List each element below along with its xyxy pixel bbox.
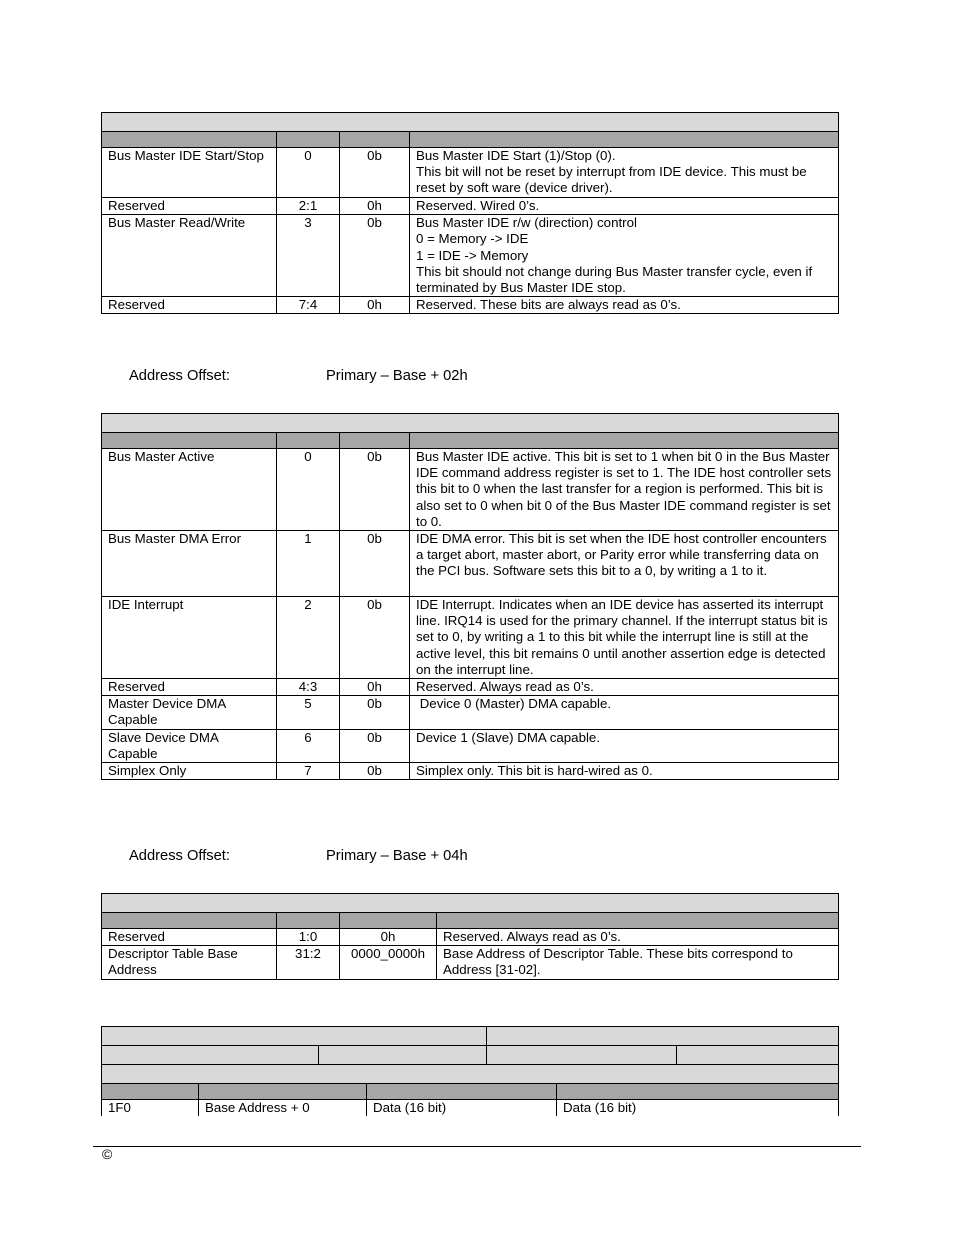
- field-bits: 2:1: [277, 198, 340, 215]
- field-default: 0b: [340, 148, 410, 198]
- table-row: [102, 763, 839, 780]
- field-name: IDE Interrupt: [102, 597, 277, 679]
- table-row: [102, 449, 839, 531]
- field-description: Simplex only. This bit is hard-wired as 0.: [410, 763, 839, 780]
- table-title-bar: [102, 1027, 839, 1046]
- field-default: 0b: [340, 531, 410, 597]
- address-offset-label: Address Offset:: [129, 368, 230, 384]
- table-row: [102, 198, 839, 215]
- bus-master-command-register-table: [101, 112, 839, 314]
- field-default: 0b: [340, 696, 410, 729]
- field-description: Base Address of Descriptor Table. These bits correspond to Address [31-02].: [437, 946, 839, 979]
- table-header-row: [102, 433, 839, 449]
- table-row: [102, 946, 839, 979]
- table-row: [102, 696, 839, 729]
- field-default: 0000_0000h: [340, 946, 437, 979]
- table-title-bar: [102, 894, 839, 913]
- field-name: Reserved: [102, 198, 277, 215]
- io-port: 1F0: [102, 1100, 199, 1117]
- field-default: 0h: [340, 679, 410, 696]
- io-port-register-map-table: [101, 1026, 839, 1116]
- field-name: Bus Master Read/Write: [102, 215, 277, 297]
- io-read-function: Data (16 bit): [367, 1100, 557, 1117]
- field-description: Reserved. Always read as 0’s.: [410, 679, 839, 696]
- field-bits: 5: [277, 696, 340, 729]
- field-description: Reserved. These bits are always read as 0’s.: [410, 297, 839, 314]
- io-address: Base Address + 0: [199, 1100, 367, 1117]
- field-name: Master Device DMA Capable: [102, 696, 277, 729]
- io-write-function: Data (16 bit): [557, 1100, 839, 1117]
- field-default: 0b: [340, 763, 410, 780]
- field-description: Bus Master IDE Start (1)/Stop (0). This bit will not be reset by interrupt from IDE device. This must be reset by soft ware (device driver).: [410, 148, 839, 198]
- field-description: Device 0 (Master) DMA capable.: [410, 696, 839, 729]
- field-name: Bus Master IDE Start/Stop: [102, 148, 277, 198]
- table-title-bar: [102, 113, 839, 132]
- field-name: Slave Device DMA Capable: [102, 729, 277, 762]
- table-row: [102, 1100, 839, 1117]
- field-bits: 6: [277, 729, 340, 762]
- field-name: Bus Master DMA Error: [102, 531, 277, 597]
- address-offset-value: Primary – Base + 04h: [326, 848, 468, 864]
- table-row: [102, 148, 839, 198]
- table-row: [102, 679, 839, 696]
- field-bits: 0: [277, 148, 340, 198]
- footer-divider: [93, 1146, 861, 1147]
- field-name: Reserved: [102, 297, 277, 314]
- table-header-row: [102, 132, 839, 148]
- field-description: IDE Interrupt. Indicates when an IDE device has asserted its interrupt line. IRQ14 is used for the primary channel. If the interrupt status bit is set to 0, by writing a 1 to this bit while the interrupt line is still at the active level, this bit remains 0 until another assertion edge is detected on the interrupt line.: [410, 597, 839, 679]
- table-section-bar: [102, 1065, 839, 1084]
- address-offset-value: Primary – Base + 02h: [326, 368, 468, 384]
- field-default: 0b: [340, 215, 410, 297]
- field-description: IDE DMA error. This bit is set when the IDE host controller encounters a target abort, master abort, or Parity error while transferring data on the PCI bus. Software sets this bit to a 0, by writing a 1 to it.: [410, 531, 839, 597]
- field-bits: 7:4: [277, 297, 340, 314]
- field-bits: 7: [277, 763, 340, 780]
- field-default: 0b: [340, 449, 410, 531]
- field-bits: 1: [277, 531, 340, 597]
- field-description: Device 1 (Slave) DMA capable.: [410, 729, 839, 762]
- field-description: Reserved. Wired 0’s.: [410, 198, 839, 215]
- table-row: [102, 929, 839, 946]
- field-bits: 3: [277, 215, 340, 297]
- field-bits: 0: [277, 449, 340, 531]
- table-header-row: [102, 913, 839, 929]
- table-subtitle-bar: [102, 1046, 839, 1065]
- table-row: [102, 297, 839, 314]
- field-default: 0h: [340, 198, 410, 215]
- field-default: 0h: [340, 297, 410, 314]
- field-description: Bus Master IDE r/w (direction) control 0 = Memory -> IDE 1 = IDE -> Memory This bit should not change during Bus Master transfer cycle, even if terminated by Bus Master IDE stop.: [410, 215, 839, 297]
- field-description: Bus Master IDE active. This bit is set to 1 when bit 0 in the Bus Master IDE command address register is set to 1. The IDE host controller sets this bit to 0 when the last transfer for a region is performed. This bit is also set to 0 when bit 0 of the Bus Master IDE command register is set to 0.: [410, 449, 839, 531]
- table-header-row: [102, 1084, 839, 1100]
- field-name: Reserved: [102, 929, 277, 946]
- bus-master-status-register-table: [101, 413, 839, 780]
- field-bits: 1:0: [277, 929, 340, 946]
- field-description: Reserved. Always read as 0’s.: [437, 929, 839, 946]
- table-title-bar: [102, 414, 839, 433]
- address-offset-label: Address Offset:: [129, 848, 230, 864]
- field-name: Descriptor Table Base Address: [102, 946, 277, 979]
- field-default: 0h: [340, 929, 437, 946]
- field-name: Simplex Only: [102, 763, 277, 780]
- field-bits: 2: [277, 597, 340, 679]
- table-row: [102, 531, 839, 597]
- field-bits: 4:3: [277, 679, 340, 696]
- field-name: Reserved: [102, 679, 277, 696]
- field-default: 0b: [340, 729, 410, 762]
- field-name: Bus Master Active: [102, 449, 277, 531]
- field-bits: 31:2: [277, 946, 340, 979]
- table-row: [102, 597, 839, 679]
- descriptor-table-pointer-register-table: [101, 893, 839, 980]
- field-default: 0b: [340, 597, 410, 679]
- copyright-symbol: ©: [102, 1146, 113, 1162]
- table-row: [102, 729, 839, 762]
- table-row: [102, 215, 839, 297]
